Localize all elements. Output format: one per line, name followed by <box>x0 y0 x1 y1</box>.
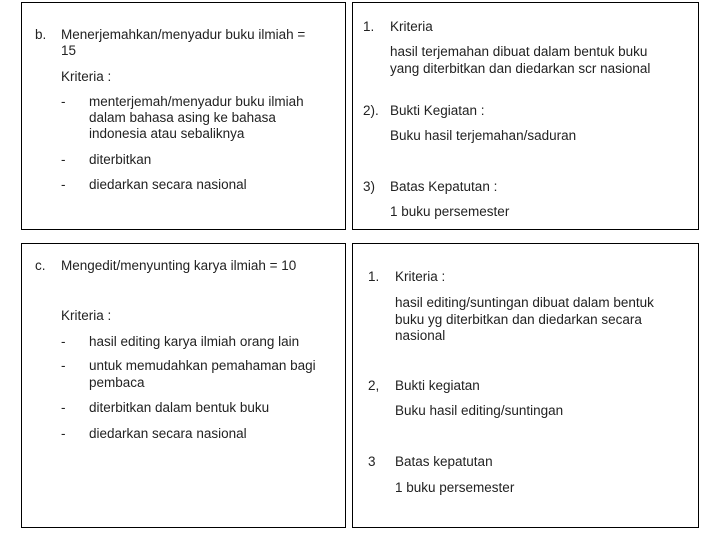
section-c-right-number-1: 1. <box>368 269 380 284</box>
section-c-item-3-dash: - <box>61 400 66 415</box>
section-b-right-number-1: 1. <box>363 19 375 34</box>
section-c-item-1-line1: hasil editing karya ilmiah orang lain <box>89 334 300 349</box>
section-b-right-heading-2: Bukti Kegiatan : <box>390 103 485 118</box>
section-b-item-3-dash: - <box>61 177 66 192</box>
section-b-title-line1: Menerjemahkan/menyadur buku ilmiah = <box>61 27 306 42</box>
section-b-item-1-line2: dalam bahasa asing ke bahasa <box>89 110 276 125</box>
section-b-letter: b. <box>35 27 47 42</box>
section-c-item-2-line1: untuk memudahkan pemahaman bagi <box>89 358 316 373</box>
section-b-right-heading-3: Batas Kepatutan : <box>390 179 498 194</box>
section-b-item-1-dash: - <box>61 94 66 109</box>
section-b-right-number-2: 2). <box>363 103 379 118</box>
section-b-item-2-dash: - <box>61 152 66 167</box>
section-c-letter: c. <box>35 258 46 273</box>
section-b-right-number-3: 3) <box>363 179 376 194</box>
section-b-right-desc-2: Buku hasil terjemahan/saduran <box>390 128 577 143</box>
section-b-right-desc-1-line2: yang diterbitkan dan diedarkan scr nasional <box>390 61 651 76</box>
section-b-item-1-line1: menterjemah/menyadur buku ilmiah <box>89 94 304 109</box>
section-b-criteria-label: Kriteria : <box>61 69 112 84</box>
section-b-right-heading-1: Kriteria <box>390 19 433 34</box>
section-c-right-desc-3: 1 buku persemester <box>395 480 515 495</box>
section-b-item-1-line3: indonesia atau sebaliknya <box>89 126 245 141</box>
section-c-right-desc-2: Buku hasil editing/suntingan <box>395 403 564 418</box>
section-c-right-number-3: 3 <box>368 454 376 469</box>
section-c-item-2-dash: - <box>61 358 66 373</box>
section-c-title: Mengedit/menyunting karya ilmiah = 10 <box>61 258 297 273</box>
section-c-item-1-dash: - <box>61 334 66 349</box>
section-b-item-3-line1: diedarkan secara nasional <box>89 177 247 192</box>
section-c-right-heading-2: Bukti kegiatan <box>395 378 480 393</box>
section-c-item-3-line1: diterbitkan dalam bentuk buku <box>89 400 270 415</box>
section-c-right-desc-1-line3: nasional <box>395 328 446 343</box>
section-c-right-desc-1-line2: buku yg diterbitkan dan diedarkan secara <box>395 312 642 327</box>
section-c-item-4-dash: - <box>61 426 66 441</box>
section-c-item-2-line2: pembaca <box>89 375 145 390</box>
section-b-right-desc-3: 1 buku persemester <box>390 204 510 219</box>
section-c-criteria-label: Kriteria : <box>61 308 112 323</box>
section-b-title-line2: 15 <box>61 43 77 58</box>
section-c-right-heading-3: Batas kepatutan <box>395 454 493 469</box>
section-c-right-number-2: 2, <box>368 378 380 393</box>
section-c-right-heading-1: Kriteria : <box>395 269 446 284</box>
section-c-right-desc-1-line1: hasil editing/suntingan dibuat dalam bentuk <box>395 295 654 310</box>
section-b-item-2-line1: diterbitkan <box>89 152 152 167</box>
section-c-box <box>21 243 346 528</box>
section-b-right-desc-1-line1: hasil terjemahan dibuat dalam bentuk buku <box>390 44 648 59</box>
section-c-item-4-line1: diedarkan secara nasional <box>89 426 247 441</box>
